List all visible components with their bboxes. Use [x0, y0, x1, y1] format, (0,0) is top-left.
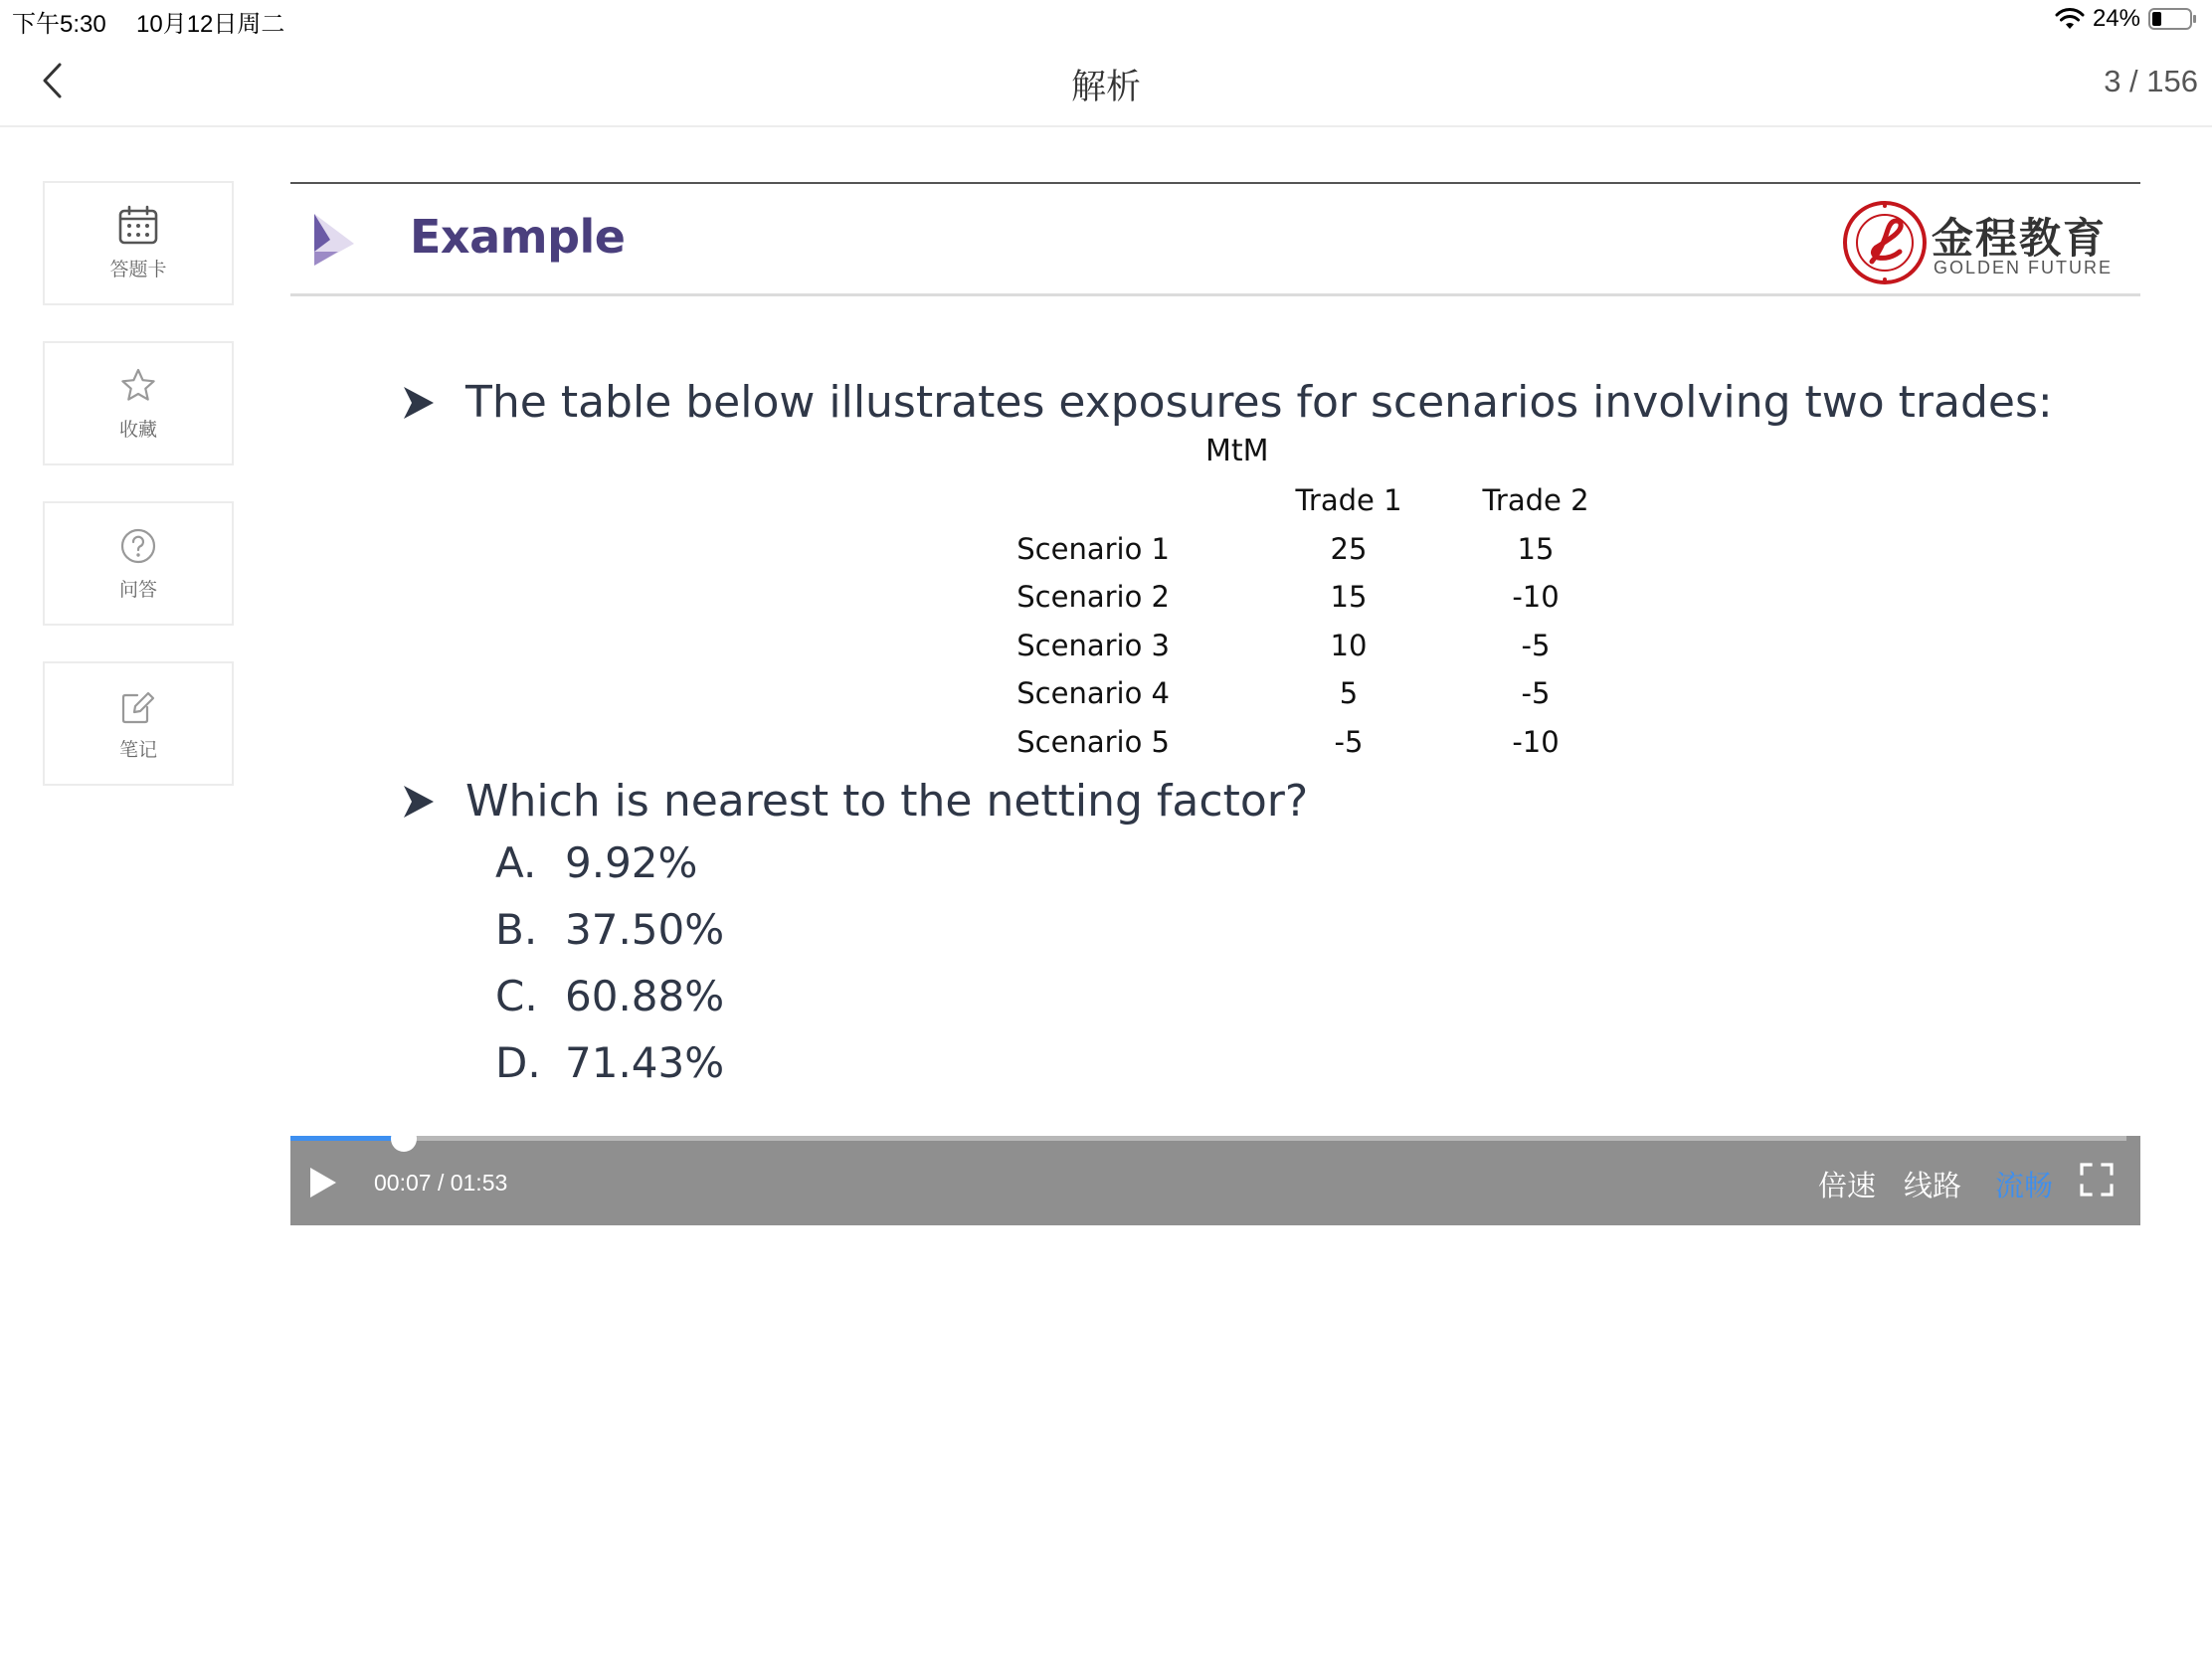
- qa-button[interactable]: [43, 501, 234, 626]
- column-header: Trade 2: [1482, 483, 1589, 517]
- table-group-header: MtM: [1205, 434, 1269, 468]
- table-cell: 15: [1517, 531, 1555, 566]
- wifi-icon: [2055, 7, 2085, 31]
- time-display: 00:07 / 01:53: [374, 1170, 508, 1196]
- sidebar-item-label: 问答: [118, 580, 157, 601]
- star-icon: [117, 365, 159, 407]
- fullscreen-button[interactable]: [2079, 1162, 2115, 1198]
- question-intro-text: The table below illustrates exposures for scenarios involving two trades:: [465, 377, 2053, 428]
- option-letter: B.: [495, 905, 538, 954]
- slide-header-divider: [290, 293, 2140, 296]
- nav-bar: [0, 40, 2212, 127]
- answer-card-button[interactable]: [43, 181, 234, 305]
- column-header: Trade 1: [1295, 483, 1402, 517]
- row-label: Scenario 2: [1016, 580, 1170, 614]
- favorite-button[interactable]: [43, 341, 234, 465]
- arrowhead-bullet-icon: [402, 782, 436, 822]
- answer-option-c: [495, 972, 724, 1020]
- answer-option-a: [495, 838, 697, 887]
- slide-top-border: [290, 182, 2140, 184]
- table-cell: 25: [1330, 531, 1368, 566]
- notes-button[interactable]: [43, 661, 234, 786]
- status-bar: [0, 0, 2212, 40]
- option-letter: A.: [495, 838, 537, 887]
- progress-thumb[interactable]: [391, 1126, 417, 1152]
- table-cell: 15: [1330, 580, 1368, 614]
- sidebar-item-label: 笔记: [118, 740, 157, 761]
- row-label: Scenario 1: [1016, 531, 1170, 566]
- page-counter: 3 / 156: [2104, 64, 2198, 98]
- logo-chinese-text: 金程教育: [1932, 215, 2108, 262]
- play-logo-icon: [308, 212, 358, 268]
- answer-option-b: [495, 905, 724, 954]
- row-label: Scenario 5: [1016, 724, 1170, 759]
- table-cell: -5: [1521, 628, 1551, 662]
- battery-icon: [2148, 7, 2198, 31]
- video-player-controls: [290, 1136, 2140, 1225]
- page-title: 解析: [1070, 68, 1141, 106]
- edit-note-icon: [117, 685, 159, 727]
- row-label: Scenario 3: [1016, 628, 1170, 662]
- status-date: 10月12日周二: [136, 11, 285, 38]
- table-cell: -10: [1512, 724, 1560, 759]
- play-button[interactable]: [306, 1166, 340, 1199]
- table-cell: -5: [1521, 676, 1551, 710]
- question-circle-icon: [117, 525, 159, 567]
- option-letter: C.: [495, 972, 538, 1020]
- arrowhead-bullet-icon: [402, 383, 436, 423]
- progress-bar[interactable]: [290, 1136, 2126, 1141]
- progress-fill: [290, 1136, 404, 1141]
- option-text: 71.43%: [565, 1038, 725, 1087]
- table-cell: -10: [1512, 580, 1560, 614]
- table-cell: 5: [1339, 676, 1359, 710]
- table-cell: -5: [1334, 724, 1364, 759]
- battery-percent: 24%: [2092, 5, 2140, 32]
- slide-title: Example: [410, 210, 626, 264]
- slide: [290, 182, 2140, 1137]
- option-text: 9.92%: [565, 838, 698, 887]
- status-time: 下午5:30: [12, 11, 106, 38]
- question-text: Which is nearest to the netting factor?: [465, 776, 1309, 827]
- option-text: 37.50%: [565, 905, 725, 954]
- calendar-grid-icon: [117, 205, 159, 247]
- speed-button[interactable]: 倍速: [1818, 1171, 1877, 1202]
- row-label: Scenario 4: [1016, 676, 1170, 710]
- logo-english-text: GOLDEN FUTURE: [1934, 258, 2114, 277]
- status-right-group: [2055, 4, 2198, 34]
- answer-option-d: [495, 1038, 724, 1087]
- option-letter: D.: [495, 1038, 541, 1087]
- option-text: 60.88%: [565, 972, 725, 1020]
- route-button[interactable]: 线路: [1904, 1171, 1962, 1202]
- sidebar-item-label: 收藏: [118, 420, 157, 441]
- quality-button[interactable]: 流畅: [1995, 1171, 2054, 1202]
- seal-logo-icon: [1842, 200, 1928, 285]
- golden-future-logo: [1842, 200, 2140, 285]
- table-cell: 10: [1330, 628, 1368, 662]
- sidebar-item-label: 答题卡: [109, 260, 167, 280]
